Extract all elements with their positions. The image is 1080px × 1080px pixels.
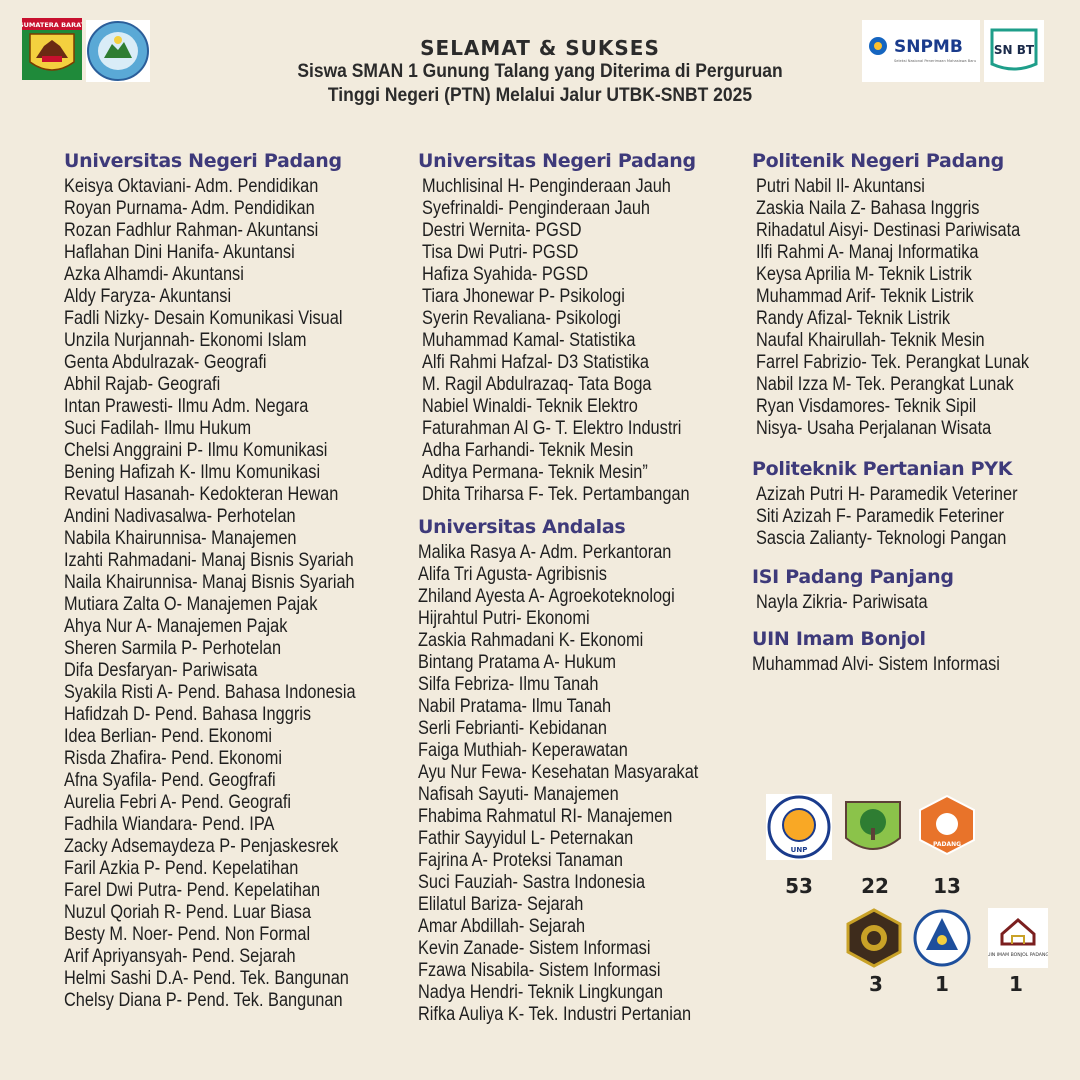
count-uin: 1 xyxy=(1009,972,1023,996)
student-entry: Sascia Zalianty- Teknologi Pangan xyxy=(756,528,1007,549)
student-entry: Intan Prawesti- Ilmu Adm. Negara xyxy=(64,396,309,417)
university-title-unp: Universitas Negeri Padang xyxy=(64,150,342,172)
student-entry: Nabil Pratama- Ilmu Tanah xyxy=(418,696,612,717)
student-entry: Fajrina A- Proteksi Tanaman xyxy=(418,850,623,871)
student-entry: Zacky Adsemaydeza P- Penjaskesrek xyxy=(64,836,339,857)
student-entry: Destri Wernita- PGSD xyxy=(422,220,582,241)
student-entry: Hafiza Syahida- PGSD xyxy=(422,264,589,285)
student-entry: Haflahan Dini Hanifa- Akuntansi xyxy=(64,242,295,263)
student-entry: Besty M. Noer- Pend. Non Formal xyxy=(64,924,311,945)
student-entry: Chelsy Diana P- Pend. Tek. Bangunan xyxy=(64,990,343,1011)
student-entry: Bening Hafizah K- Ilmu Komunikasi xyxy=(64,462,321,483)
student-entry: Zaskia Rahmadani K- Ekonomi xyxy=(418,630,644,651)
student-entry: Kevin Zanade- Sistem Informasi xyxy=(418,938,651,959)
column-3 xyxy=(752,150,1074,676)
student-entry: Elilatul Bariza- Sejarah xyxy=(418,894,584,915)
sumbar-label: SUMATERA BARAT xyxy=(22,21,82,29)
student-entry: Abhil Rajab- Geografi xyxy=(64,374,221,395)
count-unand: 22 xyxy=(861,874,889,898)
student-entry: Nabil Izza M- Tek. Perangkat Lunak xyxy=(756,374,1014,395)
student-entry: Syerin Revaliana- Psikologi xyxy=(422,308,621,329)
isi-badge xyxy=(912,908,972,968)
sumbar-logo xyxy=(22,18,82,80)
snbt-label: SN BT xyxy=(993,43,1035,57)
university-title-uin: UIN Imam Bonjol xyxy=(752,628,926,650)
student-entry: Hafidzah D- Pend. Bahasa Inggris xyxy=(64,704,312,725)
student-entry: Izahti Rahmadani- Manaj Bisnis Syariah xyxy=(64,550,354,571)
student-entry: Malika Rasya A- Adm. Perkantoran xyxy=(418,542,672,563)
student-entry: Andini Nadivasalwa- Perhotelan xyxy=(64,506,296,527)
student-entry: Naila Khairunnisa- Manaj Bisnis Syariah xyxy=(64,572,355,593)
student-entry: Rifka Auliya K- Tek. Industri Pertanian xyxy=(418,1004,692,1025)
student-entry: Rihadatul Aisyi- Destinasi Pariwisata xyxy=(756,220,1021,241)
count-pnp: 13 xyxy=(933,874,961,898)
student-entry: Amar Abdillah- Sejarah xyxy=(418,916,586,937)
student-entry: Aditya Permana- Teknik Mesin” xyxy=(422,462,648,483)
university-title-isi: ISI Padang Panjang xyxy=(752,566,954,588)
student-entry: Azka Alhamdi- Akuntansi xyxy=(64,264,244,285)
student-list-unp-2 xyxy=(418,176,744,506)
student-entry: Difa Desfaryan- Pariwisata xyxy=(64,660,258,681)
student-entry: Keysa Aprilia M- Teknik Listrik xyxy=(756,264,972,285)
student-entry: Aurelia Febri A- Pend. Geografi xyxy=(64,792,292,813)
student-entry: Ayu Nur Fewa- Kesehatan Masyarakat xyxy=(418,762,699,783)
page-subtitle-line-1: Siswa SMAN 1 Gunung Talang yang Diterima di Perguruan xyxy=(297,61,783,82)
student-entry: Tisa Dwi Putri- PGSD xyxy=(422,242,579,263)
header xyxy=(230,36,850,108)
student-entry: Helmi Sashi D.A- Pend. Tek. Bangunan xyxy=(64,968,349,989)
student-entry: Naufal Khairullah- Teknik Mesin xyxy=(756,330,985,351)
column-2 xyxy=(418,150,744,1026)
student-entry: Aldy Faryza- Akuntansi xyxy=(64,286,232,307)
student-list-unand xyxy=(418,542,744,1026)
school-logo xyxy=(86,20,150,82)
student-entry: Fathir Sayyidul L- Peternakan xyxy=(418,828,634,849)
student-entry: Muhammad Alvi- Sistem Informasi xyxy=(752,654,1000,675)
student-entry: Afna Syafila- Pend. Geogfrafi xyxy=(64,770,276,791)
count-unp: 53 xyxy=(785,874,813,898)
student-entry: Fadhila Wiandara- Pend. IPA xyxy=(64,814,275,835)
unp-badge xyxy=(766,794,832,860)
student-entry: Risda Zhafira- Pend. Ekonomi xyxy=(64,748,282,769)
student-entry: Muhammad Arif- Teknik Listrik xyxy=(756,286,974,307)
student-entry: Arif Apriyansyah- Pend. Sejarah xyxy=(64,946,296,967)
page-title: SELAMAT & SUKSES xyxy=(420,36,660,60)
student-entry: Unzila Nurjannah- Ekonomi Islam xyxy=(64,330,307,351)
student-entry: Muhammad Kamal- Statistika xyxy=(422,330,636,351)
student-entry: Genta Abdulrazak- Geografi xyxy=(64,352,267,373)
student-list-pyk xyxy=(752,484,1074,550)
student-entry: Keisya Oktaviani- Adm. Pendidikan xyxy=(64,176,319,197)
student-entry: Sheren Sarmila P- Perhotelan xyxy=(64,638,282,659)
snbt-logo xyxy=(984,20,1044,82)
student-entry: Tiara Jhonewar P- Psikologi xyxy=(422,286,625,307)
student-entry: Revatul Hasanah- Kedokteran Hewan xyxy=(64,484,339,505)
student-entry: Randy Afizal- Teknik Listrik xyxy=(756,308,951,329)
snpmb-label: SNPMB xyxy=(894,37,963,57)
column-1 xyxy=(64,150,403,1012)
university-title-pnp: Politenik Negeri Padang xyxy=(752,150,1004,172)
pnp-logo-text: PADANG xyxy=(932,841,962,848)
student-entry: Serli Febrianti- Kebidanan xyxy=(418,718,607,739)
uin-logo-text: UIN IMAM BONJOL PADANG xyxy=(988,953,1048,958)
pyk-badge xyxy=(846,908,902,968)
student-entry: Putri Nabil Il- Akuntansi xyxy=(756,176,925,197)
student-entry: Idea Berlian- Pend. Ekonomi xyxy=(64,726,273,747)
student-entry: Faiga Muthiah- Keperawatan xyxy=(418,740,628,761)
student-entry: Adha Farhandi- Teknik Mesin xyxy=(422,440,634,461)
count-isi: 1 xyxy=(935,972,949,996)
student-entry: Bintang Pratama A- Hukum xyxy=(418,652,616,673)
student-entry: Alfi Rahmi Hafzal- D3 Statistika xyxy=(422,352,650,373)
student-entry: Mutiara Zalta O- Manajemen Pajak xyxy=(64,594,318,615)
student-entry: M. Ragil Abdulrazaq- Tata Boga xyxy=(422,374,652,395)
student-entry: Syakila Risti A- Pend. Bahasa Indonesia xyxy=(64,682,356,703)
student-entry: Muchlisinal H- Penginderaan Jauh xyxy=(422,176,671,197)
student-entry: Zaskia Naila Z- Bahasa Inggris xyxy=(756,198,980,219)
snpmb-tagline: Seleksi Nasional Penerimaan Mahasiswa Baru xyxy=(894,59,977,63)
student-entry: Nafisah Sayuti- Manajemen xyxy=(418,784,619,805)
student-entry: Chelsi Anggraini P- Ilmu Komunikasi xyxy=(64,440,328,461)
student-entry: Ahya Nur A- Manajemen Pajak xyxy=(64,616,288,637)
student-entry: Syefrinaldi- Penginderaan Jauh xyxy=(422,198,651,219)
student-entry: Nabiel Winaldi- Teknik Elektro xyxy=(422,396,638,417)
student-entry: Alifa Tri Agusta- Agribisnis xyxy=(418,564,607,585)
student-entry: Nayla Zikria- Pariwisata xyxy=(756,592,928,613)
university-title-unp-2: Universitas Negeri Padang xyxy=(418,150,696,172)
student-entry: Zhiland Ayesta A- Agroekoteknologi xyxy=(418,586,675,607)
student-entry: Suci Fadilah- Ilmu Hukum xyxy=(64,418,252,439)
count-pyk: 3 xyxy=(869,972,883,996)
student-entry: Ryan Visdamores- Teknik Sipil xyxy=(756,396,977,417)
student-list-isi xyxy=(752,592,1074,614)
student-entry: Azizah Putri H- Paramedik Veteriner xyxy=(756,484,1018,505)
student-entry: Fzawa Nisabila- Sistem Informasi xyxy=(418,960,661,981)
student-entry: Rozan Fadhlur Rahman- Akuntansi xyxy=(64,220,319,241)
student-entry: Nisya- Usaha Perjalanan Wisata xyxy=(756,418,992,439)
university-title-pyk: Politeknik Pertanian PYK xyxy=(752,458,1013,480)
student-entry: Ilfi Rahmi A- Manaj Informatika xyxy=(756,242,979,263)
unp-logo-text: UNP xyxy=(790,846,808,854)
student-entry: Siti Azizah F- Paramedik Feteriner xyxy=(756,506,1004,527)
student-list-uin xyxy=(752,654,1074,676)
student-entry: Silfa Febriza- Ilmu Tanah xyxy=(418,674,599,695)
student-entry: Hijrahtul Putri- Ekonomi xyxy=(418,608,590,629)
student-list-unp xyxy=(64,176,403,1012)
student-entry: Nabila Khairunnisa- Manajemen xyxy=(64,528,297,549)
student-entry: Dhita Triharsa F- Tek. Pertambangan xyxy=(422,484,690,505)
student-entry: Royan Purnama- Adm. Pendidikan xyxy=(64,198,315,219)
student-entry: Farel Dwi Putra- Pend. Kepelatihan xyxy=(64,880,321,901)
page-subtitle-line-2: Tinggi Negeri (PTN) Melalui Jalur UTBK-SNBT 2025 xyxy=(327,85,753,106)
student-entry: Farrel Fabrizio- Tek. Perangkat Lunak xyxy=(756,352,1030,373)
pnp-badge xyxy=(916,794,978,856)
unand-badge xyxy=(842,798,904,860)
student-entry: Suci Fauziah- Sastra Indonesia xyxy=(418,872,646,893)
student-list-pnp xyxy=(752,176,1074,440)
student-entry: Fadli Nizky- Desain Komunikasi Visual xyxy=(64,308,343,329)
student-entry: Nuzul Qoriah R- Pend. Luar Biasa xyxy=(64,902,312,923)
student-entry: Nadya Hendri- Teknik Lingkungan xyxy=(418,982,663,1003)
student-entry: Fhabima Rahmatul RI- Manajemen xyxy=(418,806,673,827)
student-entry: Faturahman Al G- T. Elektro Industri xyxy=(422,418,682,439)
snpmb-logo xyxy=(862,20,980,82)
uin-badge xyxy=(988,908,1048,968)
student-entry: Faril Azkia P- Pend. Kepelatihan xyxy=(64,858,299,879)
university-title-unand: Universitas Andalas xyxy=(418,516,626,538)
